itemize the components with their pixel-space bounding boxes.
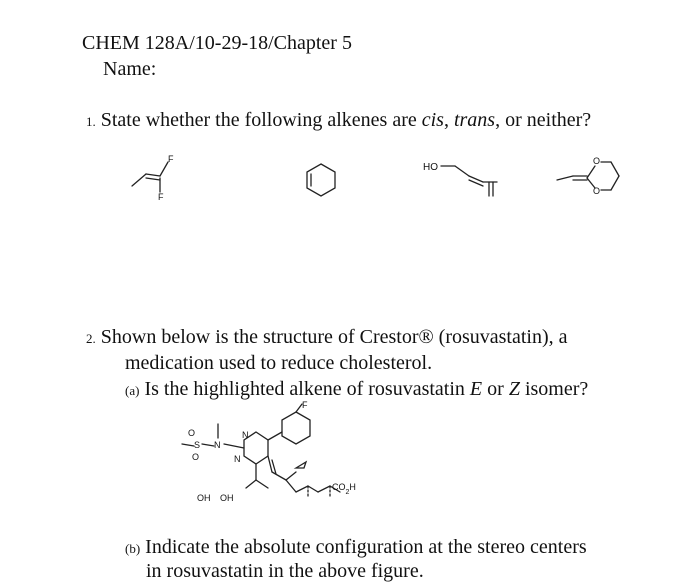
alkene-structure-4 xyxy=(553,150,633,200)
oxygen-bottom-label: O xyxy=(593,186,601,196)
rosuvastatin-structure xyxy=(96,400,356,515)
question-2b-text-line-1: Indicate the absolute configuration at the stereo centers xyxy=(145,536,587,558)
pyrimidine-n-bottom: N xyxy=(234,454,241,464)
question-2a xyxy=(125,378,588,401)
question-2a-label: (a) xyxy=(125,383,140,398)
carboxyl-co: CO xyxy=(332,482,346,492)
hydroxyl-2-label: OH xyxy=(220,493,234,503)
question-1-text-before: State whether the following alkenes are xyxy=(100,109,422,131)
question-2-line-1 xyxy=(86,326,568,349)
question-1-trans: trans xyxy=(453,109,496,131)
question-1-sep: , xyxy=(443,109,454,131)
question-1-number: 1. xyxy=(86,114,96,129)
carboxyl-2: 2 xyxy=(345,488,350,496)
hydroxyl-1-label: OH xyxy=(197,493,211,503)
question-1-text-after: , or neither? xyxy=(495,109,592,131)
hydroxyl-label: HO xyxy=(423,162,438,173)
sulfonamide-n: N xyxy=(214,440,221,450)
question-2a-e: E xyxy=(469,378,483,400)
cyclohexene-structure xyxy=(303,162,339,198)
alkene-structure-3 xyxy=(423,152,513,202)
carboxylic-acid-label xyxy=(332,482,356,496)
sulfonyl-o-top: O xyxy=(188,428,196,438)
sulfur-label: S xyxy=(194,440,201,450)
fluorine-top-label: F xyxy=(168,154,174,164)
question-2a-text-before: Is the highlighted alkene of rosuvastatin xyxy=(144,378,470,400)
course-header: CHEM 128A/10-29-18/Chapter 5 xyxy=(82,32,352,54)
question-1 xyxy=(86,109,591,132)
question-2-line-2: medication used to reduce cholesterol. xyxy=(125,352,433,374)
question-2b-line-2: in rosuvastatin in the above figure. xyxy=(146,560,424,582)
fluorine-label: F xyxy=(302,400,308,410)
name-label: Name: xyxy=(103,58,157,80)
question-2-text-line-1: Shown below is the structure of Crestor® (rosuvastatin), a xyxy=(100,326,568,348)
alkene-structure-1 xyxy=(128,152,188,202)
question-2b-line-1 xyxy=(125,536,587,559)
oxygen-top-label: O xyxy=(593,156,601,166)
carboxyl-h: H xyxy=(349,482,356,492)
question-2-number: 2. xyxy=(86,331,96,346)
pyrimidine-n-top: N xyxy=(242,430,249,440)
question-2b-label: (b) xyxy=(125,541,141,556)
question-2a-text-mid: or xyxy=(482,378,509,400)
question-2a-z: Z xyxy=(508,378,520,400)
question-2a-text-after: isomer? xyxy=(519,378,589,400)
fluorine-bottom-label: F xyxy=(158,192,164,202)
question-1-cis: cis xyxy=(421,109,444,131)
sulfonyl-o-bottom: O xyxy=(192,452,200,462)
